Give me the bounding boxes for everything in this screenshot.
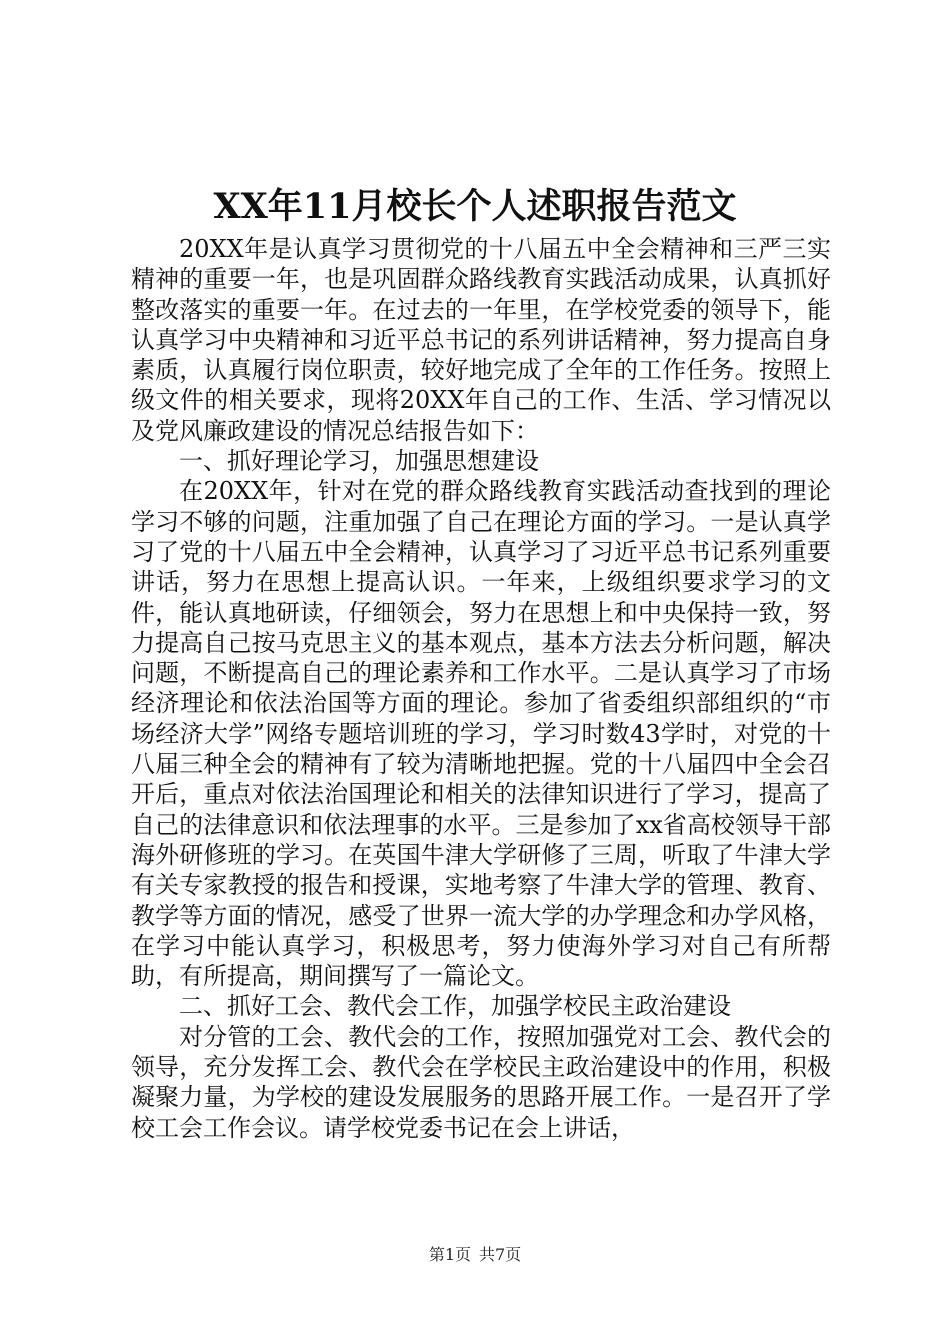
page-footer <box>0 1244 950 1266</box>
paragraph-union-work: 对分管的工会、教代会的工作，按照加强党对工会、教代会的领导，充分发挥工会、教代会在学校民主政治建设中的作用，积极凝聚力量，为学校的建设发展服务的思路开展工作。一是召开了学校工会工作会议。请学校党委书记在会上讲话， <box>131 1022 831 1142</box>
paragraph-theory-study: 在20XX年，针对在党的群众路线教育实践活动查找到的理论学习不够的问题，注重加强了自己在理论方面的学习。一是认真学习了党的十八届五中全会精神，认真学习了习近平总书记系列重要讲话，努力在思想上提高认识。一年来，上级组织要求学习的文件，能认真地研读，仔细领会，努力在思想上和中央保持一致，努力提高自己按马克思主义的基本观点，基本方法去分析问题，解决问题，不断提高自己的理论素养和工作水平。二是认真学习了市场经济理论和依法治国等方面的理论。参加了省委组织部组织的“市场经济大学”网络专题培训班的学习，学习时数43学时，对党的十八届三种全会的精神有了较为清晰地把握。党的十八届四中全会召开后，重点对依法治国理论和相关的法律知识进行了学习，提高了自己的法律意识和依法理事的水平。三是参加了xx省高校领导干部海外研修班的学习。在英国牛津大学研修了三周，听取了牛津大学有关专家教授的报告和授课，实地考察了牛津大学的管理、教育、教学等方面的情况，感受了世界一流大学的办学理念和办学风格，在学习中能认真学习，积极思考，努力使海外学习对自己有所帮助，有所提高，期间撰写了一篇论文。 <box>131 477 831 991</box>
document-body <box>131 234 831 1143</box>
page-total: 共7页 <box>479 1245 522 1264</box>
paragraph-intro: 20XX年是认真学习贯彻党的十八届五中全会精神和三严三实精神的重要一年，也是巩固群众路线教育实践活动成果，认真抓好整改落实的重要一年。在过去的一年里，在学校党委的领导下，能认真学习中央精神和习近平总书记的系列讲话精神，努力提高自身素质，认真履行岗位职责，较好地完成了全年的工作任务。按照上级文件的相关要求，现将20XX年自己的工作、生活、学习情况以及党风廉政建设的情况总结报告如下： <box>131 235 831 445</box>
section-heading-2: 二、抓好工会、教代会工作，加强学校民主政治建设 <box>179 992 731 1021</box>
section-heading-1: 一、抓好理论学习，加强思想建设 <box>179 447 539 476</box>
page-number: 第1页 <box>428 1245 471 1264</box>
document-title: XX年11月校长个人述职报告范文 <box>213 186 737 227</box>
